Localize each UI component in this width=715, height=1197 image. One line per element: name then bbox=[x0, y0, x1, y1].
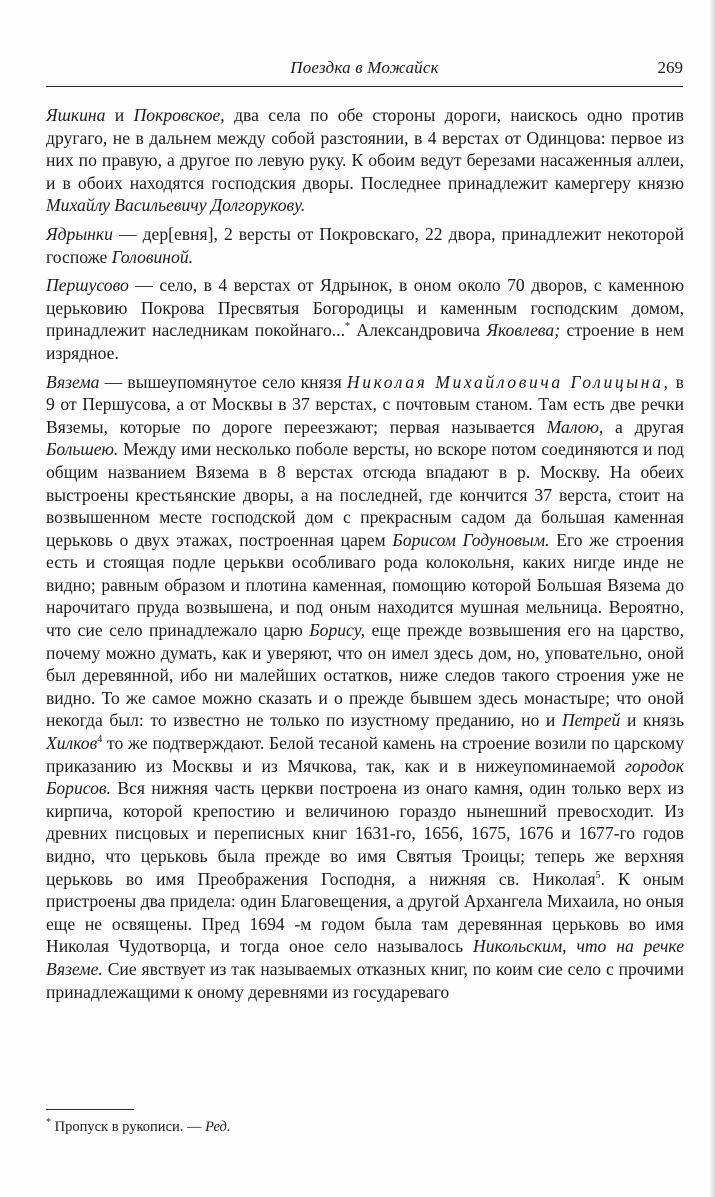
footnote-marker: 5 bbox=[595, 869, 601, 881]
person-name: Борису, bbox=[309, 620, 366, 641]
footnote-marker: * bbox=[344, 321, 350, 333]
person-name: Михайлу Васильевичу Долгорукову. bbox=[46, 195, 306, 216]
person-name: Николая Михайловича Голицына, bbox=[346, 371, 671, 392]
page-number: 269 bbox=[657, 58, 683, 77]
text-run: в 9 от Першусова, а от Москвы в 37 верстах, с почтовым станом. Там есть две речки Вяземы, которые по дороге переезжают; первая называется bbox=[46, 371, 684, 437]
place-name: Покровское, bbox=[133, 105, 225, 125]
person-name: Петрей bbox=[561, 710, 621, 731]
text-run: . К оным пристроены два придела: один Благовещения, а другой Архангела Михаила, но оныя еще не освящены. Пред 1694 -м годом была там деревянная церьковь во имя Николая Чудотворца, и тогда оное село называлось bbox=[46, 868, 684, 957]
footnote-marker: 4 bbox=[97, 734, 103, 746]
header-rule bbox=[46, 86, 683, 87]
footnote-editor: Ред. bbox=[205, 1119, 231, 1135]
running-head bbox=[46, 58, 683, 84]
footnote-text: Пропуск в рукописи. — bbox=[51, 1119, 206, 1135]
paragraph-vyazema bbox=[46, 371, 684, 1004]
text-run: — вышеупомянутое село князя bbox=[99, 371, 347, 392]
text-run: — дер[евня], 2 версты от Покровскаго, 22 двора, принадлежит некоторой госпоже bbox=[46, 223, 684, 267]
text-run: — село, в 4 верстах от Ядрынок, в оном около 70 дворов, с каменною церьковию Покрова Пресвятыя Богородицы и каменным господским домом, принадлежит наследникам покойнаго... bbox=[46, 275, 684, 341]
place-name: Першусово bbox=[46, 275, 129, 296]
text-run: еще прежде возвышения его на царство, почему можно думать, как и уверяют, что он имел здесь дом, но, уповательно, оной был деревянной, ибо ни малейших остатков, ниже следов такого строения уже не видно. То же самое можно сказать и о прежде бывшем здесь монастыре; что оной некогда был: то известно не только по изустному преданию, но и bbox=[46, 620, 684, 731]
footnote-rule bbox=[46, 1109, 134, 1110]
person-name: Борисом Годуновым. bbox=[392, 529, 550, 550]
paragraph-pershusovo bbox=[46, 274, 684, 364]
place-name: Никольским, что на речке Вяземе. bbox=[46, 936, 685, 979]
text-run: то же подтверждают. Белой тесаной камень на строение возили по царскому приказанию из Москвы и из Мячкова, так, как и в нижеупоминаемой bbox=[46, 733, 684, 776]
place-name: городок Борисов. bbox=[46, 755, 684, 799]
place-name: Ядрынки bbox=[46, 223, 113, 244]
text-run: Его же строения есть и стоящая подле церькви особливаго рода колокольня, каких нигде инде не видно; равным образом и плотина каменная, помощию которой Большая Вязема до нарочитаго пруда возвышена, и под оным находится мушная мельница. Вероятно, что сие село принадлежало царю bbox=[46, 529, 684, 641]
person-name: Яковлева; bbox=[486, 320, 561, 341]
text-run: и bbox=[105, 105, 134, 125]
river-name: Большею. bbox=[46, 439, 119, 460]
running-title: Поездка в Можайск bbox=[290, 58, 439, 77]
text-run: Сие явствует из так называемых отказных книг, по коим сие село с прочими принадлежащими к оному деревнями из государеваго bbox=[46, 958, 684, 1002]
place-name: Яшкина bbox=[46, 105, 106, 125]
text-run: строение в нем изрядное. bbox=[46, 320, 684, 363]
text-run: Александровича bbox=[349, 320, 487, 341]
text-run: а другая bbox=[603, 416, 684, 437]
person-name: Хилков bbox=[46, 733, 98, 754]
page-edge-shadow bbox=[709, 0, 715, 1197]
text-run: Между ими несколько поболе версты, но вскоре потом соединяются и под общим названием Вязема в 8 верстах отсюда впадают в р. Москву. На обеих выстроены крестьянские дворы, а на последней, где кончится 37 верста, стоит на возвышенном месте господской дом с прекрасным садом да большая каменная церьковь о двух этажах, построенная царем bbox=[46, 439, 684, 550]
river-name: Малою, bbox=[546, 416, 604, 437]
body-text bbox=[46, 104, 684, 1003]
place-name: Вязема bbox=[46, 371, 100, 392]
footnote-marker: * bbox=[46, 1117, 51, 1129]
text-run: Вся нижняя часть церкви построена из онаго камня, один только верх из кирпича, которой крепостию и величиною гораздо нынешний превосходит. Из древних писцовых и переписных книг 1631-го, 1656, 1675, 1676 и 1677-го годов видно, что церьковь была прежде во имя Святыя Троицы; теперь же верхняя церьковь во имя Преображения Господня, а нижняя св. Николая bbox=[46, 778, 684, 889]
paragraph-yashkina bbox=[46, 104, 684, 217]
person-name: Головиной. bbox=[111, 246, 194, 267]
text-run: два села по обе стороны дороги, наискось одно против другаго, не в дальнем между собой разстоянии, в 4 верстах от Одинцова: первое из них по правую, а другое по левую руку. К обоим ведут березами насаженныя аллеи, и в обоих находятся господския дворы. Последнее принадлежит камергеру князю bbox=[46, 105, 684, 193]
paragraph-yadrynki bbox=[46, 223, 684, 268]
text-run: и князь bbox=[620, 710, 684, 731]
footnote bbox=[46, 1118, 231, 1136]
